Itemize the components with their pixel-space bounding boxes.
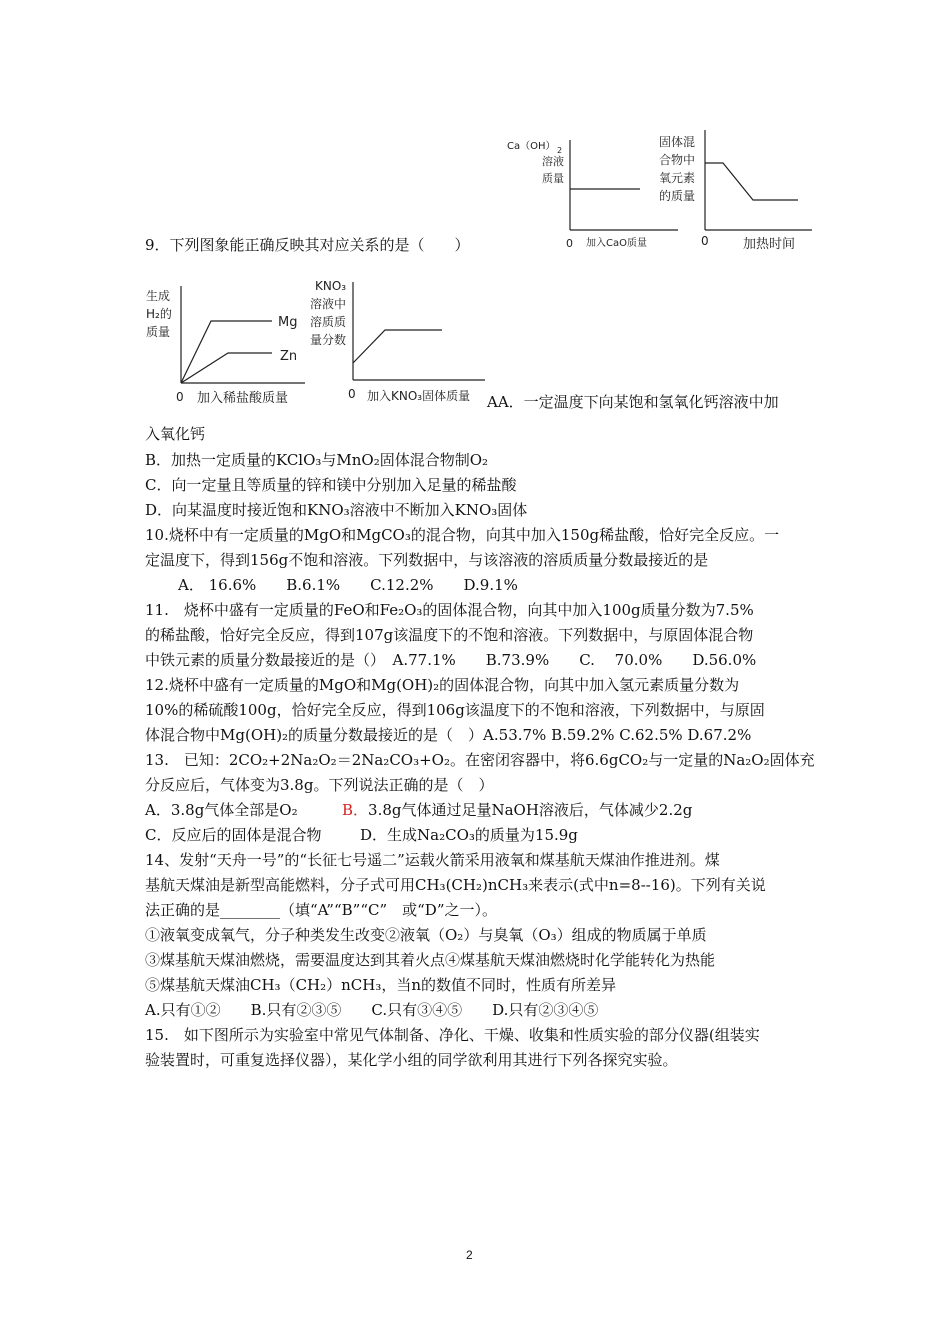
q12-line3: 体混合物中Mg(OH)₂的质量分数最接近的是（ ）A.53.7% B.59.2% C.62.5% D.67.2% [145,726,752,744]
graph-a-ylabel-sub: 2 [557,146,563,155]
q9-stem: 9．下列图象能正确反映其对应关系的是（ ） [145,236,470,254]
q9-option-b: B．加热一定质量的KClO₃与MnO₂固体混合物制O₂ [145,451,489,469]
q10-options: A． 16.6% B.6.1% C.12.2% D.9.1% [178,576,518,594]
graph-d-origin: 0 [348,387,356,401]
graph-b-origin: 0 [701,234,709,248]
q9-option-d: D．向某温度时接近饱和KNO₃溶液中不断加入KNO₃固体 [145,501,528,519]
page-number: 2 [466,1248,473,1262]
graph-c-xlabel: 加入稀盐酸质量 [197,391,289,406]
q14-statement-1-2: ①液氧变成氧气，分子种类发生改变②液氧（O₂）与臭氧（O₃）组成的物质属于单质 [145,926,707,944]
graph-c-ylabel-line1: 生成 [146,289,171,303]
graph-a-xlabel: 加入CaO质量 [586,238,647,249]
q12-line1: 12.烧杯中盛有一定质量的MgO和Mg(OH)₂的固体混合物，向其中加入氢元素质量分数为 [145,676,740,694]
q13-line1: 13. 已知：2CO₂+2Na₂O₂＝2Na₂CO₃+O₂。在密闭容器中，将6.6gCO₂与一定量的Na₂O₂固体充 [145,751,815,769]
graph-kno3-fraction [305,270,495,408]
graph-d-ylabel-line3: 溶质质 [310,315,347,329]
graph-a-ylabel-line1: Ca（OH） [507,141,556,152]
graph-b-ylabel-line4: 的质量 [659,189,696,203]
graph-b-xlabel: 加热时间 [743,237,796,252]
q15-line2: 验装置时，可重复选择仪器），某化学小组的同学欲利用其进行下列各探究实验。 [145,1051,678,1069]
q13-option-b-text: 3.8g气体通过足量NaOH溶液后，气体减少2.2g [368,801,693,819]
q13-option-c: C．反应后的固体是混合物 [145,826,322,844]
q13-option-b-label: B． [342,801,369,819]
graph-d-ylabel-line1: KNO₃ [315,279,347,293]
q13-option-a: A．3.8g气体全部是O₂ [145,801,298,819]
graph-a-ylabel-line3: 质量 [542,172,564,185]
q13-option-b [342,798,802,823]
graph-c-curve-zn [181,353,272,383]
graph-b-curve [705,163,798,200]
q13-option-d: D．生成Na₂CO₃的质量为15.9g [360,826,578,844]
q10-line2: 定温度下，得到156g不饱和溶液。下列数据中，与该溶液的溶质质量分数最接近的是 [145,551,709,569]
graph-c-label-zn: Zn [280,349,298,364]
q14-line1: 14、发射“天舟一号”的“长征七号遥二”运载火箭采用液氧和煤基航天煤油作推进剂。煤 [145,851,720,869]
graph-d-ylabel-line2: 溶液中 [310,297,347,311]
graph-b-ylabel-line2: 合物中 [659,153,696,167]
q11-line2: 的稀盐酸，恰好完全反应，得到107g该温度下的不饱和溶液。下列数据中，与原固体混合物 [145,626,754,644]
graph-c-ylabel-line3: 质量 [146,325,171,339]
graph-caoh2-solution-mass [500,128,680,253]
graph-a-origin: 0 [566,237,573,250]
graph-d-xlabel: 加入KNO₃固体质量 [367,389,471,403]
graph-c-label-mg: Mg [278,315,298,330]
q11-line1: 11. 烧杯中盛有一定质量的FeO和Fe₂O₃的固体混合物，向其中加入100g质量分数为7.5% [145,601,754,619]
q13-line2: 分反应后，气体变为3.8g。下列说法正确的是（ ） [145,776,494,794]
q9-option-a-part1: AA．一定温度下向某饱和氢氧化钙溶液中加 [487,393,779,411]
graph-a-ylabel-line2: 溶液 [542,155,564,168]
graph-b-ylabel-line1: 固体混 [659,135,696,149]
graph-c-ylabel-line2: H₂的 [146,307,172,321]
graph-h2-mass [140,280,312,410]
q11-line3: 中铁元素的质量分数最接近的是（） A.77.1% B.73.9% C. 70.0% D.56.0% [145,651,757,669]
q14-line3: 法正确的是________（填“A”“B”“C” 或“D”之一）。 [145,901,498,919]
q9-option-a-part2: 入氧化钙 [145,425,206,443]
q14-options: A.只有①② B.只有②③⑤ C.只有③④⑤ D.只有②③④⑤ [145,1001,599,1019]
graph-b-ylabel-line3: 氧元素 [659,171,696,185]
graph-solid-oxygen-mass [655,124,815,256]
q10-line1: 10.烧杯中有一定质量的MgO和MgCO₃的混合物，向其中加入150g稀盐酸，恰好完全反应。一 [145,526,780,544]
q9-option-c: C．向一定量且等质量的锌和镁中分别加入足量的稀盐酸 [145,476,517,494]
q15-line1: 15. 如下图所示为实验室中常见气体制备、净化、干燥、收集和性质实验的部分仪器(组装实 [145,1026,760,1044]
q12-line2: 10%的稀硫酸100g，恰好完全反应，得到106g该温度下的不饱和溶液，下列数据中，与原固 [145,701,765,719]
q14-line2: 基航天煤油是新型高能燃料，分子式可用CH₃(CH₂)nCH₃来表示(式中n=8--16)。下列有关说 [145,876,766,894]
graph-c-origin: 0 [176,390,184,404]
graph-d-curve [353,330,442,363]
graph-d-ylabel-line4: 量分数 [310,333,347,347]
q14-statement-5: ⑤煤基航天煤油CH₃（CH₂）nCH₃，当n的数值不同时，性质有所差异 [145,976,617,994]
q14-statement-3-4: ③煤基航天煤油燃烧，需要温度达到其着火点④煤基航天煤油燃烧时化学能转化为热能 [145,951,716,969]
